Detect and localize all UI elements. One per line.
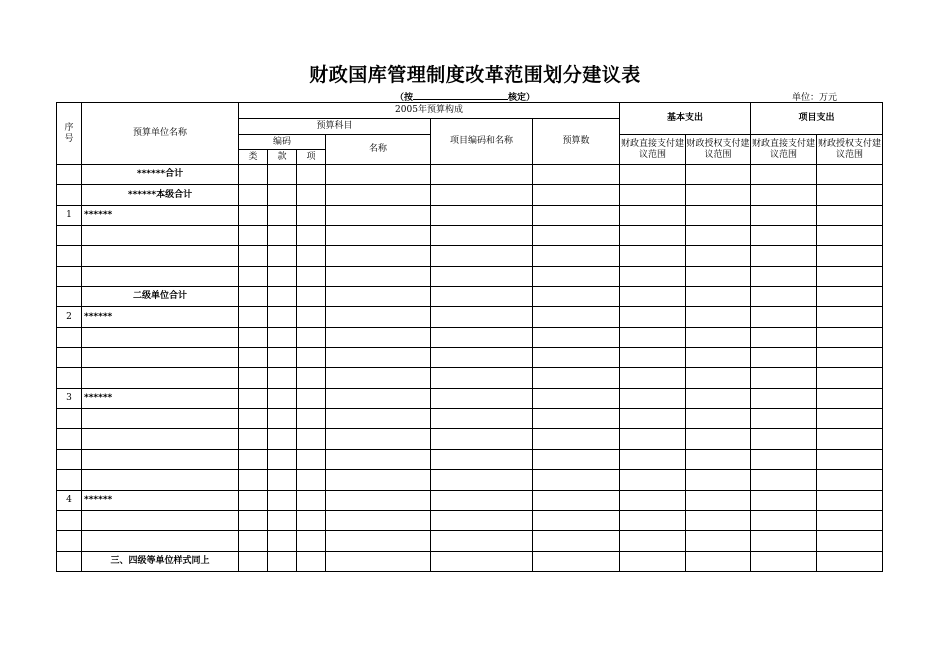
cell-project-direct-pay[interactable] (751, 409, 817, 429)
row-unit-name[interactable] (82, 327, 239, 347)
row-seq[interactable] (57, 429, 82, 449)
header-basic-direct-pay: 财政直接支付建议范围 (620, 135, 686, 165)
table-row (57, 490, 883, 510)
row-seq[interactable] (57, 551, 82, 571)
row-seq[interactable] (57, 531, 82, 551)
cell-xiang[interactable] (297, 531, 326, 551)
table-row (57, 551, 883, 571)
cell-project-direct-pay[interactable] (751, 307, 817, 327)
cell-project-direct-pay[interactable] (751, 368, 817, 388)
cell-lei[interactable] (239, 246, 268, 266)
cell-basic-authorized-pay[interactable] (686, 490, 751, 510)
row-seq[interactable]: 1 (57, 205, 82, 225)
cell-basic-authorized-pay[interactable] (686, 226, 751, 246)
cell-name[interactable] (326, 348, 431, 368)
page-title: 财政国库管理制度改革范围划分建议表 (309, 64, 641, 86)
table-row (57, 531, 883, 551)
cell-basic-direct-pay[interactable] (620, 531, 686, 551)
cell-project-code-name[interactable] (431, 531, 533, 551)
row-seq[interactable] (57, 510, 82, 530)
cell-xiang[interactable] (297, 348, 326, 368)
row-seq[interactable] (57, 348, 82, 368)
cell-budget-amount[interactable] (533, 287, 620, 307)
header-budget-2005: 2005年预算构成 (239, 103, 620, 119)
row-seq[interactable] (57, 409, 82, 429)
cell-xiang[interactable] (297, 409, 326, 429)
cell-basic-authorized-pay[interactable] (686, 531, 751, 551)
cell-project-authorized-pay[interactable] (817, 368, 883, 388)
row-seq[interactable] (57, 368, 82, 388)
cell-basic-authorized-pay[interactable] (686, 449, 751, 469)
cell-kuan[interactable] (268, 368, 297, 388)
cell-xiang[interactable] (297, 510, 326, 530)
cell-lei[interactable] (239, 287, 268, 307)
cell-project-direct-pay[interactable] (751, 551, 817, 571)
cell-basic-direct-pay[interactable] (620, 165, 686, 185)
cell-project-direct-pay[interactable] (751, 185, 817, 205)
header-project-code-name: 项目编码和名称 (431, 119, 533, 165)
cell-name[interactable] (326, 287, 431, 307)
cell-name[interactable] (326, 226, 431, 246)
header-budget-amount: 预算数 (533, 119, 620, 165)
cell-project-code-name[interactable] (431, 510, 533, 530)
cell-budget-amount[interactable] (533, 368, 620, 388)
table-row (57, 165, 883, 185)
cell-kuan[interactable] (268, 348, 297, 368)
cell-xiang[interactable] (297, 490, 326, 510)
row-seq[interactable]: 4 (57, 490, 82, 510)
cell-basic-authorized-pay[interactable] (686, 266, 751, 286)
cell-project-code-name[interactable] (431, 470, 533, 490)
cell-basic-authorized-pay[interactable] (686, 205, 751, 225)
cell-basic-direct-pay[interactable] (620, 266, 686, 286)
cell-xiang[interactable] (297, 449, 326, 469)
cell-budget-amount[interactable] (533, 429, 620, 449)
cell-project-authorized-pay[interactable] (817, 287, 883, 307)
cell-lei[interactable] (239, 368, 268, 388)
cell-project-direct-pay[interactable] (751, 287, 817, 307)
cell-basic-direct-pay[interactable] (620, 246, 686, 266)
cell-project-authorized-pay[interactable] (817, 266, 883, 286)
cell-project-direct-pay[interactable] (751, 429, 817, 449)
cell-project-authorized-pay[interactable] (817, 449, 883, 469)
cell-lei[interactable] (239, 490, 268, 510)
cell-xiang[interactable] (297, 470, 326, 490)
header-kuan: 款 (268, 150, 297, 165)
cell-kuan[interactable] (268, 226, 297, 246)
cell-name[interactable] (326, 490, 431, 510)
header-lei: 类 (239, 150, 268, 165)
cell-project-authorized-pay[interactable] (817, 531, 883, 551)
table-row (57, 470, 883, 490)
cell-basic-direct-pay[interactable] (620, 470, 686, 490)
row-unit-name[interactable]: ****** (82, 205, 239, 225)
cell-basic-direct-pay[interactable] (620, 368, 686, 388)
row-seq[interactable] (57, 165, 82, 185)
table-row (57, 368, 883, 388)
cell-name[interactable] (326, 449, 431, 469)
approval-prefix: （按 (395, 93, 414, 103)
cell-budget-amount[interactable] (533, 409, 620, 429)
row-unit-name[interactable] (82, 449, 239, 469)
cell-lei[interactable] (239, 449, 268, 469)
cell-kuan[interactable] (268, 551, 297, 571)
row-seq[interactable] (57, 266, 82, 286)
header-budget-subject: 预算科目 (239, 119, 431, 135)
row-unit-name[interactable]: 二级单位合计 (82, 287, 239, 307)
cell-basic-authorized-pay[interactable] (686, 327, 751, 347)
cell-basic-authorized-pay[interactable] (686, 551, 751, 571)
row-unit-name[interactable]: ******本级合计 (82, 185, 239, 205)
approval-suffix: 核定） (508, 93, 536, 103)
cell-xiang[interactable] (297, 205, 326, 225)
cell-project-code-name[interactable] (431, 327, 533, 347)
cell-name[interactable] (326, 429, 431, 449)
cell-basic-authorized-pay[interactable] (686, 409, 751, 429)
cell-kuan[interactable] (268, 409, 297, 429)
cell-kuan[interactable] (268, 388, 297, 408)
cell-lei[interactable] (239, 226, 268, 246)
row-unit-name[interactable]: 三、四级等单位样式同上 (82, 551, 239, 571)
cell-kuan[interactable] (268, 429, 297, 449)
row-seq[interactable] (57, 470, 82, 490)
header-name: 名称 (326, 135, 431, 165)
cell-project-code-name[interactable] (431, 185, 533, 205)
row-unit-name[interactable] (82, 246, 239, 266)
cell-basic-authorized-pay[interactable] (686, 246, 751, 266)
cell-budget-amount[interactable] (533, 348, 620, 368)
cell-project-code-name[interactable] (431, 165, 533, 185)
row-unit-name[interactable]: ****** (82, 490, 239, 510)
cell-project-authorized-pay[interactable] (817, 388, 883, 408)
cell-lei[interactable] (239, 409, 268, 429)
cell-lei[interactable] (239, 510, 268, 530)
cell-project-authorized-pay[interactable] (817, 470, 883, 490)
cell-xiang[interactable] (297, 226, 326, 246)
cell-budget-amount[interactable] (533, 185, 620, 205)
cell-kuan[interactable] (268, 449, 297, 469)
cell-project-direct-pay[interactable] (751, 490, 817, 510)
cell-project-code-name[interactable] (431, 246, 533, 266)
cell-project-direct-pay[interactable] (751, 165, 817, 185)
row-unit-name[interactable] (82, 348, 239, 368)
cell-project-direct-pay[interactable] (751, 531, 817, 551)
cell-project-authorized-pay[interactable] (817, 409, 883, 429)
header-seq: 序 号 (57, 103, 82, 165)
cell-lei[interactable] (239, 551, 268, 571)
table-row (57, 246, 883, 266)
row-seq[interactable] (57, 327, 82, 347)
cell-project-authorized-pay[interactable] (817, 246, 883, 266)
cell-project-authorized-pay[interactable] (817, 510, 883, 530)
cell-project-code-name[interactable] (431, 388, 533, 408)
cell-basic-direct-pay[interactable] (620, 409, 686, 429)
cell-kuan[interactable] (268, 470, 297, 490)
cell-project-direct-pay[interactable] (751, 388, 817, 408)
cell-project-authorized-pay[interactable] (817, 429, 883, 449)
cell-project-authorized-pay[interactable] (817, 205, 883, 225)
row-unit-name[interactable] (82, 510, 239, 530)
cell-name[interactable] (326, 205, 431, 225)
cell-project-direct-pay[interactable] (751, 348, 817, 368)
cell-name[interactable] (326, 470, 431, 490)
cell-basic-direct-pay[interactable] (620, 185, 686, 205)
row-unit-name[interactable] (82, 266, 239, 286)
row-seq[interactable] (57, 185, 82, 205)
row-unit-name[interactable] (82, 226, 239, 246)
cell-name[interactable] (326, 368, 431, 388)
cell-project-direct-pay[interactable] (751, 449, 817, 469)
row-seq[interactable] (57, 287, 82, 307)
header-code: 编码 (239, 135, 326, 150)
table-row (57, 409, 883, 429)
cell-project-authorized-pay[interactable] (817, 165, 883, 185)
cell-xiang[interactable] (297, 551, 326, 571)
cell-project-code-name[interactable] (431, 226, 533, 246)
cell-project-code-name[interactable] (431, 449, 533, 469)
cell-lei[interactable] (239, 348, 268, 368)
cell-lei[interactable] (239, 307, 268, 327)
cell-basic-direct-pay[interactable] (620, 307, 686, 327)
cell-basic-authorized-pay[interactable] (686, 510, 751, 530)
table-row (57, 429, 883, 449)
cell-lei[interactable] (239, 470, 268, 490)
row-unit-name[interactable]: ****** (82, 307, 239, 327)
cell-name[interactable] (326, 388, 431, 408)
cell-name[interactable] (326, 185, 431, 205)
cell-project-direct-pay[interactable] (751, 510, 817, 530)
cell-basic-direct-pay[interactable] (620, 205, 686, 225)
cell-kuan[interactable] (268, 307, 297, 327)
cell-basic-authorized-pay[interactable] (686, 287, 751, 307)
cell-project-authorized-pay[interactable] (817, 226, 883, 246)
table-row (57, 205, 883, 225)
cell-basic-authorized-pay[interactable] (686, 165, 751, 185)
cell-project-direct-pay[interactable] (751, 226, 817, 246)
row-unit-name[interactable] (82, 429, 239, 449)
cell-budget-amount[interactable] (533, 490, 620, 510)
cell-project-direct-pay[interactable] (751, 246, 817, 266)
row-seq[interactable] (57, 449, 82, 469)
cell-budget-amount[interactable] (533, 165, 620, 185)
cell-basic-direct-pay[interactable] (620, 287, 686, 307)
row-unit-name[interactable]: ****** (82, 388, 239, 408)
cell-kuan[interactable] (268, 531, 297, 551)
cell-project-code-name[interactable] (431, 551, 533, 571)
cell-project-authorized-pay[interactable] (817, 490, 883, 510)
row-unit-name[interactable]: ******合计 (82, 165, 239, 185)
cell-name[interactable] (326, 266, 431, 286)
row-seq[interactable] (57, 226, 82, 246)
row-seq[interactable]: 3 (57, 388, 82, 408)
cell-basic-direct-pay[interactable] (620, 490, 686, 510)
cell-project-code-name[interactable] (431, 307, 533, 327)
cell-project-code-name[interactable] (431, 266, 533, 286)
cell-lei[interactable] (239, 205, 268, 225)
cell-xiang[interactable] (297, 287, 326, 307)
header-project-authorized-pay: 财政授权支付建议范围 (817, 135, 883, 165)
table-row (57, 287, 883, 307)
table-row (57, 388, 883, 408)
header-project-expense: 项目支出 (751, 103, 883, 135)
table-row (57, 185, 883, 205)
cell-kuan[interactable] (268, 490, 297, 510)
header-basic-expense: 基本支出 (620, 103, 751, 135)
table-row (57, 510, 883, 530)
cell-lei[interactable] (239, 327, 268, 347)
header-project-direct-pay: 财政直接支付建议范围 (751, 135, 817, 165)
cell-basic-authorized-pay[interactable] (686, 185, 751, 205)
row-seq[interactable]: 2 (57, 307, 82, 327)
cell-budget-amount[interactable] (533, 531, 620, 551)
cell-kuan[interactable] (268, 185, 297, 205)
cell-lei[interactable] (239, 531, 268, 551)
cell-basic-authorized-pay[interactable] (686, 429, 751, 449)
cell-budget-amount[interactable] (533, 246, 620, 266)
cell-basic-authorized-pay[interactable] (686, 307, 751, 327)
cell-budget-amount[interactable] (533, 226, 620, 246)
table-row (57, 226, 883, 246)
header-xiang: 项 (297, 150, 326, 165)
cell-basic-authorized-pay[interactable] (686, 348, 751, 368)
cell-basic-direct-pay[interactable] (620, 449, 686, 469)
cell-project-direct-pay[interactable] (751, 327, 817, 347)
cell-basic-direct-pay[interactable] (620, 510, 686, 530)
cell-project-code-name[interactable] (431, 409, 533, 429)
approval-blank[interactable] (413, 91, 508, 100)
cell-basic-direct-pay[interactable] (620, 429, 686, 449)
cell-project-code-name[interactable] (431, 429, 533, 449)
cell-name[interactable] (326, 531, 431, 551)
cell-lei[interactable] (239, 266, 268, 286)
cell-xiang[interactable] (297, 185, 326, 205)
table-row (57, 327, 883, 347)
cell-project-authorized-pay[interactable] (817, 551, 883, 571)
cell-kuan[interactable] (268, 510, 297, 530)
cell-kuan[interactable] (268, 327, 297, 347)
cell-xiang[interactable] (297, 307, 326, 327)
cell-basic-direct-pay[interactable] (620, 348, 686, 368)
cell-project-direct-pay[interactable] (751, 205, 817, 225)
unit-label: 单位：万元 (792, 93, 838, 103)
cell-name[interactable] (326, 409, 431, 429)
cell-xiang[interactable] (297, 388, 326, 408)
cell-kuan[interactable] (268, 165, 297, 185)
cell-budget-amount[interactable] (533, 470, 620, 490)
cell-basic-direct-pay[interactable] (620, 226, 686, 246)
proposal-table (56, 102, 883, 572)
cell-budget-amount[interactable] (533, 551, 620, 571)
cell-project-code-name[interactable] (431, 368, 533, 388)
cell-xiang[interactable] (297, 266, 326, 286)
row-unit-name[interactable] (82, 409, 239, 429)
cell-lei[interactable] (239, 429, 268, 449)
table-row (57, 449, 883, 469)
row-seq[interactable] (57, 246, 82, 266)
cell-lei[interactable] (239, 388, 268, 408)
row-unit-name[interactable] (82, 470, 239, 490)
table-row (57, 266, 883, 286)
cell-name[interactable] (326, 327, 431, 347)
row-unit-name[interactable] (82, 531, 239, 551)
cell-budget-amount[interactable] (533, 449, 620, 469)
cell-basic-authorized-pay[interactable] (686, 470, 751, 490)
cell-basic-direct-pay[interactable] (620, 327, 686, 347)
cell-project-authorized-pay[interactable] (817, 327, 883, 347)
cell-name[interactable] (326, 246, 431, 266)
cell-basic-direct-pay[interactable] (620, 388, 686, 408)
cell-kuan[interactable] (268, 266, 297, 286)
cell-kuan[interactable] (268, 205, 297, 225)
cell-project-code-name[interactable] (431, 205, 533, 225)
cell-basic-authorized-pay[interactable] (686, 368, 751, 388)
cell-project-code-name[interactable] (431, 348, 533, 368)
cell-lei[interactable] (239, 165, 268, 185)
cell-budget-amount[interactable] (533, 327, 620, 347)
cell-kuan[interactable] (268, 287, 297, 307)
cell-xiang[interactable] (297, 165, 326, 185)
cell-project-code-name[interactable] (431, 287, 533, 307)
cell-kuan[interactable] (268, 246, 297, 266)
row-unit-name[interactable] (82, 368, 239, 388)
cell-basic-direct-pay[interactable] (620, 551, 686, 571)
cell-name[interactable] (326, 307, 431, 327)
cell-lei[interactable] (239, 185, 268, 205)
cell-name[interactable] (326, 165, 431, 185)
cell-budget-amount[interactable] (533, 205, 620, 225)
cell-budget-amount[interactable] (533, 307, 620, 327)
cell-xiang[interactable] (297, 429, 326, 449)
cell-project-authorized-pay[interactable] (817, 348, 883, 368)
cell-project-direct-pay[interactable] (751, 470, 817, 490)
table-row (57, 307, 883, 327)
cell-project-authorized-pay[interactable] (817, 185, 883, 205)
cell-project-code-name[interactable] (431, 490, 533, 510)
cell-xiang[interactable] (297, 327, 326, 347)
cell-budget-amount[interactable] (533, 388, 620, 408)
header-basic-authorized-pay: 财政授权支付建议范围 (686, 135, 751, 165)
cell-name[interactable] (326, 510, 431, 530)
cell-basic-authorized-pay[interactable] (686, 388, 751, 408)
cell-xiang[interactable] (297, 246, 326, 266)
cell-budget-amount[interactable] (533, 510, 620, 530)
cell-project-authorized-pay[interactable] (817, 307, 883, 327)
header-unit-name: 预算单位名称 (82, 103, 239, 165)
table-row (57, 348, 883, 368)
cell-budget-amount[interactable] (533, 266, 620, 286)
cell-xiang[interactable] (297, 368, 326, 388)
cell-project-direct-pay[interactable] (751, 266, 817, 286)
cell-name[interactable] (326, 551, 431, 571)
